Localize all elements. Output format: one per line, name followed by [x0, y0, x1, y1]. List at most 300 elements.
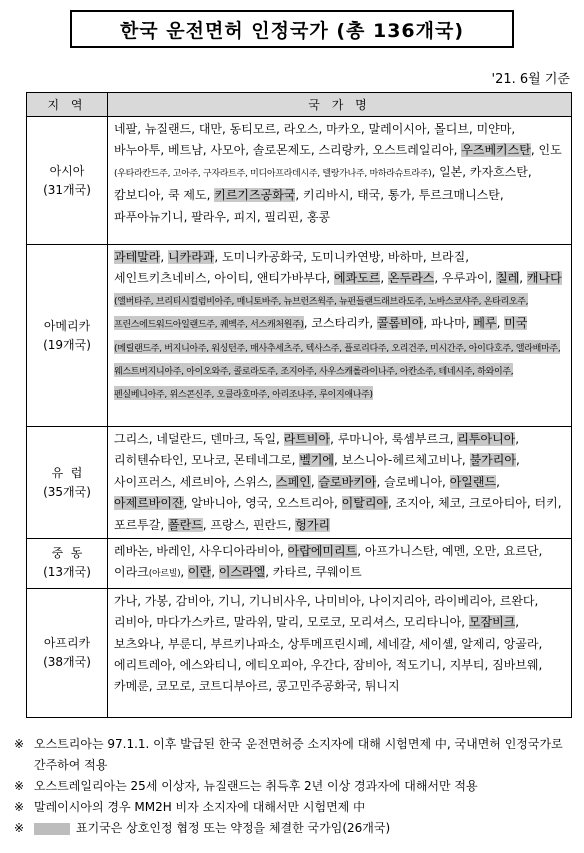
country-label: 세이셸 [418, 636, 454, 651]
country-label: 투르크매니스탄 [418, 188, 500, 203]
country-name [450, 658, 485, 672]
country-name [222, 250, 303, 264]
country-name [273, 565, 308, 579]
country-subregion-note: (메릴랜드주, 버지니아주, 워싱턴주, 매사추세츠주, 텍사스주, 플로리다주, 오리건주, 미시간주, 아이다호주, 앨라배마주, 웨스트버지니아주, 아이오와주, 콜로라도주, 조지아주, 사우스캐롤라이나주, 아칸소주, 테네시주, 하와이주, 펜실베니아주, 위스콘신주, 오클라호마주, 아리조나주, 루이지애나주) [114, 343, 561, 401]
country-label: 뉴질랜드 [144, 122, 192, 136]
country-name [156, 679, 191, 693]
country-name [500, 594, 535, 608]
country-name [114, 122, 137, 136]
country-label: 조지아 [395, 496, 431, 511]
country-label: 카자흐스탄 [469, 164, 528, 179]
country-name [365, 679, 400, 693]
country-label: 폴란드 [168, 517, 203, 532]
country-name [210, 518, 245, 532]
country-name [253, 518, 288, 532]
country-label: 모리타니아 [403, 615, 462, 630]
country-label: 사모아 [210, 143, 246, 158]
country-name [388, 250, 423, 264]
region-cell [27, 539, 108, 589]
country-name-agreement [496, 271, 519, 285]
country-name [210, 432, 245, 446]
country-label: 사우디아라비아 [198, 544, 280, 559]
country-label: 요르단 [503, 544, 539, 559]
country-label: 에스와티니 [179, 658, 238, 673]
country-label: 세네갈 [376, 636, 412, 651]
country-name-agreement [214, 188, 295, 202]
country-label: 쿡 제도 [168, 188, 207, 203]
country-name [145, 122, 191, 136]
country-name [315, 565, 361, 579]
country-name [442, 544, 465, 558]
country-label: 피지 [233, 209, 257, 224]
country-label: 앤티가바부다 [256, 271, 327, 286]
country-label: 라오스 [283, 122, 319, 136]
country-label: 일본 [439, 164, 463, 179]
region-row [27, 245, 572, 427]
region-count: (19개국) [43, 337, 91, 352]
country-name-agreement [334, 271, 380, 285]
reference-mark: ※ [14, 821, 25, 835]
country-name [342, 453, 462, 467]
country-label: 말레이시아 [368, 122, 427, 136]
footnote [14, 734, 576, 776]
country-name [191, 453, 226, 467]
country-name [439, 165, 462, 179]
region-row [27, 539, 572, 589]
country-name [114, 658, 172, 672]
region-row [27, 427, 572, 539]
country-label: 슬로베니아 [384, 474, 443, 489]
footnote-text-wrap [34, 797, 576, 818]
country-name-agreement [461, 143, 531, 157]
country-name [156, 544, 191, 558]
country-label: 헝가리 [295, 517, 331, 532]
country-name [114, 271, 207, 285]
region-count: (13개국) [43, 565, 91, 580]
region-count: (38개국) [43, 654, 91, 669]
country-label: 몬테네그로 [233, 453, 292, 468]
country-name-agreement [168, 518, 203, 532]
country-name [234, 615, 269, 629]
country-label: 과테말라 [114, 250, 161, 264]
highlight-swatch [34, 823, 70, 835]
country-label: 팔라우 [191, 209, 226, 224]
country-name [384, 475, 442, 489]
country-label: 코스타리카 [311, 316, 370, 331]
country-label: 페루 [473, 316, 497, 331]
country-label: 에콰도르 [334, 271, 381, 286]
country-name [388, 188, 411, 202]
country-label: 스페인 [276, 474, 311, 489]
footnote-text: 오스트레일리아는 25세 이상자, 뉴질랜드는 취득후 2년 이상 경과자에 대해서만 적용 [34, 779, 478, 793]
footnote [14, 818, 576, 839]
country-label: 리투아니아 [457, 432, 516, 446]
country-name-agreement [342, 496, 388, 510]
country-name [230, 122, 276, 136]
footnote-text-wrap [34, 818, 576, 839]
country-label: 적도기니 [395, 658, 443, 673]
country-label: 독일 [252, 432, 277, 446]
country-label: 콜롬비아 [376, 316, 424, 331]
country-name [504, 544, 539, 558]
country-label: 니카라과 [168, 250, 215, 264]
country-name [168, 188, 207, 202]
reference-mark: ※ [14, 737, 25, 751]
country-name [180, 658, 238, 672]
country-name [284, 122, 319, 136]
country-name [114, 679, 149, 693]
country-label: 앙골라 [503, 636, 539, 651]
country-name [114, 544, 149, 558]
country-name [114, 188, 160, 202]
country-label: 기니 [218, 593, 242, 608]
country-label: 파나마 [431, 316, 466, 331]
country-label: 레바논 [114, 544, 149, 559]
country-label: 루마니아 [337, 432, 385, 446]
table-body [27, 117, 572, 718]
country-name [477, 122, 512, 136]
country-name-agreement [457, 432, 515, 446]
country-label: 나미비아 [314, 593, 361, 608]
country-label: 바레인 [156, 544, 192, 559]
country-label: 키르기즈공화국 [214, 188, 296, 203]
country-label: 보스니아-헤르체고비나 [341, 453, 462, 468]
country-label: 사이프러스 [114, 474, 172, 489]
country-name-agreement [114, 496, 184, 510]
country-name-agreement [473, 316, 496, 330]
region-name: 아프리카 [43, 635, 91, 650]
country-label: 알제리 [461, 636, 497, 651]
country-label: 핀란드 [252, 517, 288, 532]
country-name-agreement [284, 432, 330, 446]
country-label: 리히텐슈타인 [114, 453, 184, 468]
country-label: 세인트키츠네비스 [114, 271, 207, 286]
country-label: 오만 [472, 544, 497, 559]
reference-mark: ※ [14, 779, 25, 793]
country-name-agreement [168, 250, 214, 264]
country-name [396, 496, 431, 510]
country-name [461, 637, 496, 651]
country-label: 예멘 [442, 544, 466, 559]
country-name [430, 250, 465, 264]
country-label: 부르키나파소 [210, 636, 280, 651]
country-name [245, 658, 303, 672]
region-cell [27, 245, 108, 427]
country-name-agreement [114, 250, 160, 264]
country-name [470, 165, 528, 179]
region-name: 아시아 [49, 163, 85, 178]
country-name [253, 143, 311, 157]
country-label: 모잠비크 [468, 615, 516, 630]
country-label: 우루과이 [442, 271, 489, 286]
country-name [114, 518, 160, 532]
country-name [191, 210, 226, 224]
country-label: 스위스 [233, 474, 269, 489]
region-name: 중 동 [51, 546, 83, 561]
country-name [114, 475, 172, 489]
country-name [307, 615, 342, 629]
country-label: 벨기에 [299, 453, 335, 468]
country-name [357, 188, 380, 202]
country-name [369, 594, 427, 608]
country-list-cell: 가나, 가봉, 감비아, 기니, 기니비사우, 나미비아, 나이지리아, 라이베리아, 르완다, 리비아, 마다가스카르, 말라위, 말리, 모로코, 모리셔스, 모리타니아, 모잠비크, 보츠와나, 부룬디, 부르키나파소, 상투메프린시페, 세네갈, 세이셸, 알제리, 앙골라, 에리트레아, 에스와티니, 에티오피아, 우간다, 잠비아, 적도기니, 지부티, 짐바브웨, 카메룬, 코모로, 코트디부아르, 콩고민주공화국, 튀니지 [108, 588, 572, 717]
country-name [191, 496, 237, 510]
country-label: 영국 [245, 496, 269, 511]
footnote [14, 776, 576, 797]
region-cell [27, 117, 108, 245]
country-label: 캐나다 [526, 271, 562, 286]
footnote-text: 표기국은 상호인정 협정 또는 약정을 체결한 국가임(26개국) [76, 821, 391, 835]
country-name [114, 565, 180, 579]
country-label: 도미니카연방 [310, 250, 381, 264]
country-label: 이란 [188, 565, 212, 580]
country-name-agreement [318, 475, 376, 489]
country-label: 온두라스 [388, 271, 435, 286]
country-label: 에리트레아 [114, 658, 172, 673]
country-label: 코트디부아르 [198, 679, 269, 694]
country-label: 불가리아 [469, 453, 516, 468]
footnote-text: 오스트리아는 97.1.1. 이후 발급된 한국 운전면허증 소지자에 대해 시험면제 中, 국내면허 인정국가로 간주하여 적용 [34, 737, 563, 772]
country-name [257, 271, 327, 285]
country-name [156, 432, 202, 446]
country-list-cell: 그리스, 네덜란드, 덴마크, 독일, 라트비아, 루마니아, 룩셈부르크, 리투아니아, 리히텐슈타인, 모나코, 몬테네그로, 벨기에, 보스니아-헤르체고비나, 불가리아, 사이프러스, 세르비아, 스위스, 스페인, 슬로바키아, 슬로베니아, 아일랜드, 아제르바이잔, 알바니아, 영국, 오스트리아, 이탈리아, 조지아, 체코, 크로아티아, 터키, 포르투갈, 폴란드, 프랑스, 핀란드, 헝가리 [108, 427, 572, 539]
country-label: 홍콩 [306, 209, 331, 224]
country-label: 스리랑카 [318, 143, 365, 158]
country-name [318, 143, 364, 157]
country-label: 리비아 [114, 615, 149, 630]
country-name [307, 210, 330, 224]
page-title: 한국 운전면허 인정국가 (총 136개국) [119, 19, 465, 42]
country-list-cell: 과테말라, 니카라과, 도미니카공화국, 도미니카연방, 바하마, 브라질, 세인트키츠네비스, 아이티, 앤티가바부다, 에콰도르, 온두라스, 우루과이, 칠레, 캐나다(앨버타주, 브리티시컬럼비아주, 매니토바주, 뉴브런즈윅주, 뉴펀들랜드래브라도주, 노바스코샤주, 온타리오주, 프린스에드워드아일랜드주, 퀘벡주, 서스캐처원주), 코스타리카, 콜롬비아, 파나마, 페루, 미국(메릴랜드주, 버지니아주, 워싱턴주, 매사추세츠주, 텍사스주, 플로리다주, 오리건주, 미시간주, 아이다호주, 앨라배마주, 웨스트버지니아주, 아이오와주, 콜로라도주, 조지아주, 사우스캐롤라이나주, 아칸소주, 테네시주, 하와이주, 펜실베니아주, 위스콘신주, 오클라호마주, 아리조나주, 루이지애나주) [108, 245, 572, 427]
country-name [199, 122, 222, 136]
footnote-text-wrap [34, 776, 576, 797]
country-name-agreement [295, 518, 330, 532]
country-label: 몰디브 [434, 122, 469, 136]
country-name [114, 594, 137, 608]
country-name-agreement [276, 475, 311, 489]
country-label: 덴마크 [210, 432, 246, 446]
country-label: 포르투갈 [114, 517, 161, 532]
country-label: 네팔 [114, 122, 138, 136]
country-name [249, 594, 307, 608]
country-label: 아이티 [214, 271, 250, 286]
region-name: 아메리카 [43, 318, 91, 333]
country-name [473, 544, 496, 558]
country-label: 모나코 [191, 453, 226, 468]
country-name [199, 679, 269, 693]
country-label: 오스트리아 [276, 496, 335, 511]
country-name [264, 210, 299, 224]
country-label: 마다가스카르 [156, 615, 226, 630]
country-name [114, 143, 160, 157]
footnote [14, 797, 576, 818]
country-label: 코모로 [156, 679, 192, 694]
country-label: 가봉 [144, 593, 169, 608]
country-name [315, 594, 361, 608]
country-label: 모리셔스 [349, 615, 396, 630]
country-name [469, 496, 527, 510]
country-name [145, 594, 168, 608]
country-name [442, 271, 488, 285]
country-label: 칠레 [496, 271, 520, 286]
country-label: 미국 [504, 316, 528, 331]
country-name [369, 122, 427, 136]
country-label: 세르비아 [179, 474, 226, 489]
country-name [276, 679, 357, 693]
country-name-agreement [388, 271, 434, 285]
reference-date: '21. 6월 기준 [491, 72, 570, 87]
country-subregion-note: (아르빌) [148, 569, 181, 580]
footnote-text-wrap [34, 734, 576, 776]
country-list-cell: 네팔, 뉴질랜드, 대만, 동티모르, 라오스, 마카오, 말레이시아, 몰디브, 미얀마, 바누아투, 베트남, 사모아, 솔로몬제도, 스리랑카, 오스트레일리아, 우즈베키스탄, 인도(우타라칸드주, 고아주, 구자라트주, 미디아프라데시주, 텔랑가나주, 마하라슈트라주), 일본, 카자흐스탄, 캄보디아, 쿡 제도, 키르기즈공화국, 키리바시, 태국, 통가, 투르크매니스탄, 파푸아뉴기니, 팔라우, 피지, 필리핀, 홍콩 [108, 117, 572, 245]
country-label: 기니비사우 [248, 593, 307, 608]
country-name [365, 544, 435, 558]
country-label: 우즈베키스탄 [461, 143, 531, 158]
country-label: 바하마 [388, 250, 423, 264]
country-label: 태국 [357, 188, 381, 203]
country-name [253, 432, 276, 446]
country-label: 필리핀 [264, 209, 300, 224]
country-name [396, 658, 442, 672]
region-count: (35개국) [43, 484, 91, 499]
country-label: 터키 [534, 496, 558, 511]
country-label: 아랍에미리트 [287, 544, 358, 559]
country-name [535, 496, 558, 510]
country-subregion-note: (앨버타주, 브리티시컬럼비아주, 매니토바주, 뉴브런즈윅주, 뉴펀들랜드래브라도주, 노바스코샤주, 온타리오주, 프린스에드워드아일랜드주, 퀘벡주, 서스캐처원주) [114, 296, 529, 331]
header-region: 지 역 [27, 93, 108, 117]
country-name [434, 122, 469, 136]
country-label: 체코 [438, 496, 462, 511]
country-name-agreement [470, 453, 516, 467]
country-name [338, 432, 384, 446]
country-name [303, 188, 349, 202]
footnotes [14, 734, 576, 839]
country-name-agreement [288, 544, 358, 558]
country-label: 그리스 [114, 432, 149, 446]
country-label: 나이지리아 [368, 593, 427, 608]
country-label: 부룬디 [168, 636, 203, 651]
country-label: 대만 [198, 122, 223, 136]
country-label: 모로코 [306, 615, 342, 630]
country-name [210, 143, 245, 157]
country-label: 우간다 [310, 658, 346, 673]
country-name [326, 122, 361, 136]
country-name [349, 615, 395, 629]
country-name [234, 475, 269, 489]
country-name [276, 615, 299, 629]
country-label: 도미니카공화국 [222, 250, 304, 264]
country-label: 오스트레일리아 [372, 143, 454, 158]
country-name [214, 271, 249, 285]
country-name [114, 615, 149, 629]
country-label: 슬로바키아 [318, 474, 377, 489]
country-name [210, 637, 280, 651]
country-label: 카메룬 [114, 679, 149, 694]
country-label: 미얀마 [476, 122, 512, 136]
country-label: 가나 [114, 593, 138, 608]
region-row [27, 117, 572, 245]
region-name: 유 럽 [51, 465, 83, 480]
country-label: 이라크 [114, 565, 149, 580]
country-list-cell: 레바논, 바레인, 사우디아라비아, 아랍에미리트, 아프가니스탄, 예멘, 오만, 요르단, 이라크(아르빌), 이란, 이스라엘, 카타르, 쿠웨이트 [108, 539, 572, 589]
country-label: 아제르바이잔 [114, 496, 184, 511]
country-name-agreement [450, 475, 496, 489]
country-label: 인도 [538, 143, 562, 158]
country-name [353, 658, 388, 672]
footnote-text: 말레이시아의 경우 MM2H 비자 소지자에 대해서만 시험면제 中 [34, 800, 366, 814]
country-label: 솔로몬제도 [252, 143, 311, 158]
country-name [180, 475, 226, 489]
country-name [176, 594, 211, 608]
country-label: 아프가니스탄 [364, 544, 435, 559]
country-name [419, 188, 500, 202]
country-name [218, 594, 241, 608]
country-table [26, 92, 572, 718]
country-label: 튀니지 [364, 679, 400, 694]
country-name [403, 615, 461, 629]
table-header-row [27, 93, 572, 117]
country-label: 캄보디아 [114, 188, 161, 203]
country-name [434, 594, 492, 608]
country-name [372, 143, 453, 157]
country-label: 상투메프린시페 [287, 636, 369, 651]
title-box [70, 10, 514, 48]
country-label: 말리 [276, 615, 300, 630]
country-label: 바누아투 [114, 143, 161, 158]
country-label: 카타르 [272, 565, 308, 580]
country-label: 라이베리아 [434, 593, 493, 608]
country-name [431, 316, 466, 330]
country-label: 라트비아 [283, 432, 331, 446]
country-label: 통가 [387, 188, 412, 203]
country-label: 이탈리아 [341, 496, 389, 511]
country-name [114, 637, 160, 651]
region-count: (31개국) [43, 182, 91, 197]
header-country-names: 국 가 명 [108, 93, 572, 117]
country-name [438, 496, 461, 510]
country-name [376, 637, 411, 651]
country-label: 감비아 [175, 593, 211, 608]
country-name-agreement [377, 316, 423, 330]
country-name [419, 637, 454, 651]
country-name-agreement [219, 565, 265, 579]
country-name [492, 658, 538, 672]
reference-mark: ※ [14, 800, 25, 814]
country-subregion-note: (우타라칸드주, 고아주, 구자라트주, 미디아프라데시주, 텔랑가나주, 마하라슈트라주) [114, 168, 432, 179]
country-name-agreement [299, 453, 334, 467]
country-label: 잠비아 [353, 658, 389, 673]
country-name [311, 658, 346, 672]
country-label: 말라위 [233, 615, 269, 630]
region-cell [27, 427, 108, 539]
country-label: 키리바시 [303, 188, 350, 203]
country-label: 르완다 [499, 593, 535, 608]
country-name [311, 250, 381, 264]
country-name [168, 637, 203, 651]
region-row [27, 588, 572, 717]
country-name [114, 453, 184, 467]
country-label: 에티오피아 [245, 658, 304, 673]
country-label: 지부티 [449, 658, 485, 673]
country-name [392, 432, 450, 446]
country-label: 크로아티아 [468, 496, 527, 511]
country-name [199, 544, 280, 558]
country-name [114, 432, 149, 446]
country-label: 룩셈부르크 [391, 432, 450, 446]
country-name [276, 496, 334, 510]
country-name [156, 615, 226, 629]
country-name [234, 210, 257, 224]
